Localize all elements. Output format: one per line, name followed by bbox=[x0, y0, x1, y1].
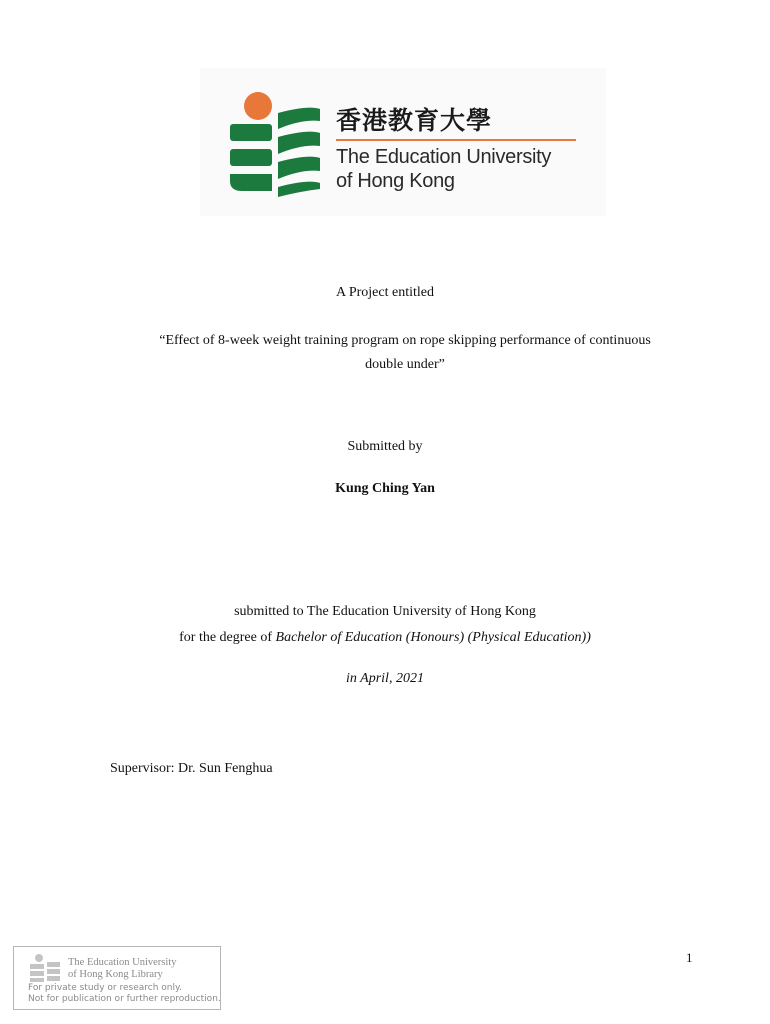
library-emblem-icon bbox=[28, 953, 62, 983]
logo-wordmark bbox=[336, 106, 586, 193]
page-number: 1 bbox=[686, 950, 693, 965]
degree-prefix: for the degree of bbox=[179, 630, 276, 645]
submission-date: in April, 2021 bbox=[346, 671, 424, 686]
stamp-line2: of Hong Kong Library bbox=[68, 969, 163, 980]
stamp-note2: Not for publication or further reproduction. bbox=[28, 994, 221, 1004]
author-name: Kung Ching Yan bbox=[335, 481, 435, 496]
university-emblem-icon bbox=[200, 68, 336, 216]
stamp-note1: For private study or research only. bbox=[28, 983, 182, 993]
submitted-by-label: Submitted by bbox=[347, 439, 423, 454]
project-title-line2: double under” bbox=[365, 357, 445, 372]
project-title-line1: “Effect of 8-week weight training program on rope skipping performance of continuous bbox=[159, 333, 651, 348]
supervisor: Supervisor: Dr. Sun Fenghua bbox=[110, 761, 273, 776]
logo-english-line1: The Education University bbox=[336, 146, 552, 168]
project-intro: A Project entitled bbox=[336, 285, 434, 300]
logo-chinese-name: 香港教育大學 bbox=[336, 106, 493, 135]
logo-english-line2: of Hong Kong bbox=[336, 170, 455, 192]
logo-divider bbox=[336, 139, 576, 141]
degree-name: Bachelor of Education (Honours) (Physical Education)) bbox=[275, 630, 591, 645]
library-stamp bbox=[13, 946, 221, 1010]
degree-line bbox=[0, 629, 770, 647]
submitted-to: submitted to The Education University of Hong Kong bbox=[234, 604, 536, 619]
university-logo bbox=[200, 68, 606, 216]
stamp-line1: The Education University bbox=[68, 957, 177, 968]
